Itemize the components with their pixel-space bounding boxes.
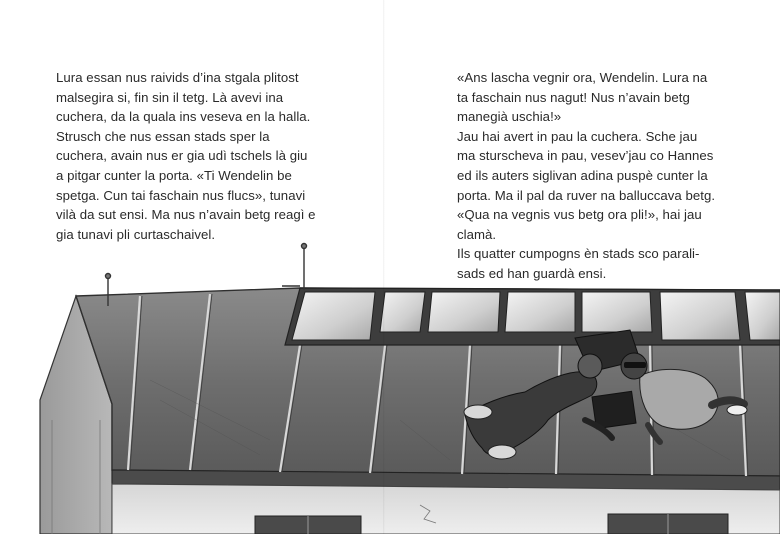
text-line: ta faschain nus nagut! Nus n’avain betg (457, 89, 690, 105)
text-line: «Qua na vegnis vus betg ora pli!», hai jau (457, 207, 702, 223)
text-line: manegià uschia!» (457, 109, 562, 125)
text-line: vilà da sut ensi. Ma nus n’avain betg reagì e (56, 207, 316, 223)
text-line: «Ans lascha vegnir ora, Wendelin. Lura na (457, 70, 708, 85)
text-line: Strusch che nus essan stads sper la (56, 128, 270, 144)
text-line: cuchera, avain nus er gia udì tschels là giu (56, 148, 308, 164)
text-line: Ils quatter cumpogns èn stads sco parali- (457, 246, 700, 262)
text-line: porta. Ma il pal da ruver na balluccava betg. (457, 187, 716, 203)
text-line: cuchera, da la quala ins veseva en la halla. (56, 109, 311, 125)
text-line: ma sturscheva in pau, vesev’jau co Hannes (457, 148, 714, 164)
text-line: malsegira si, fin sin il tetg. Là avevi ina (56, 89, 284, 105)
left-page-text (56, 68, 316, 244)
right-page-text (457, 68, 715, 284)
text-line: spetga. Cun tai faschain nus flucs», tunavi (56, 187, 306, 203)
text-line: Jau hai avert in pau la cuchera. Sche jau (457, 128, 698, 144)
text-line: clamà. (457, 226, 497, 242)
text-line: sads ed han guardà ensi. (457, 265, 607, 281)
page-gutter (383, 0, 385, 534)
building-wall (112, 484, 780, 534)
text-line: a pitgar cunter la porta. «Ti Wendelin be (56, 167, 292, 183)
text-line: Lura essan nus raivids d’ina stgala plitost (56, 70, 299, 85)
text-line: ed ils auters siglivan adina puspè cunter la (457, 167, 708, 183)
text-line: gia tunavi pli curtaschaivel. (56, 226, 216, 242)
